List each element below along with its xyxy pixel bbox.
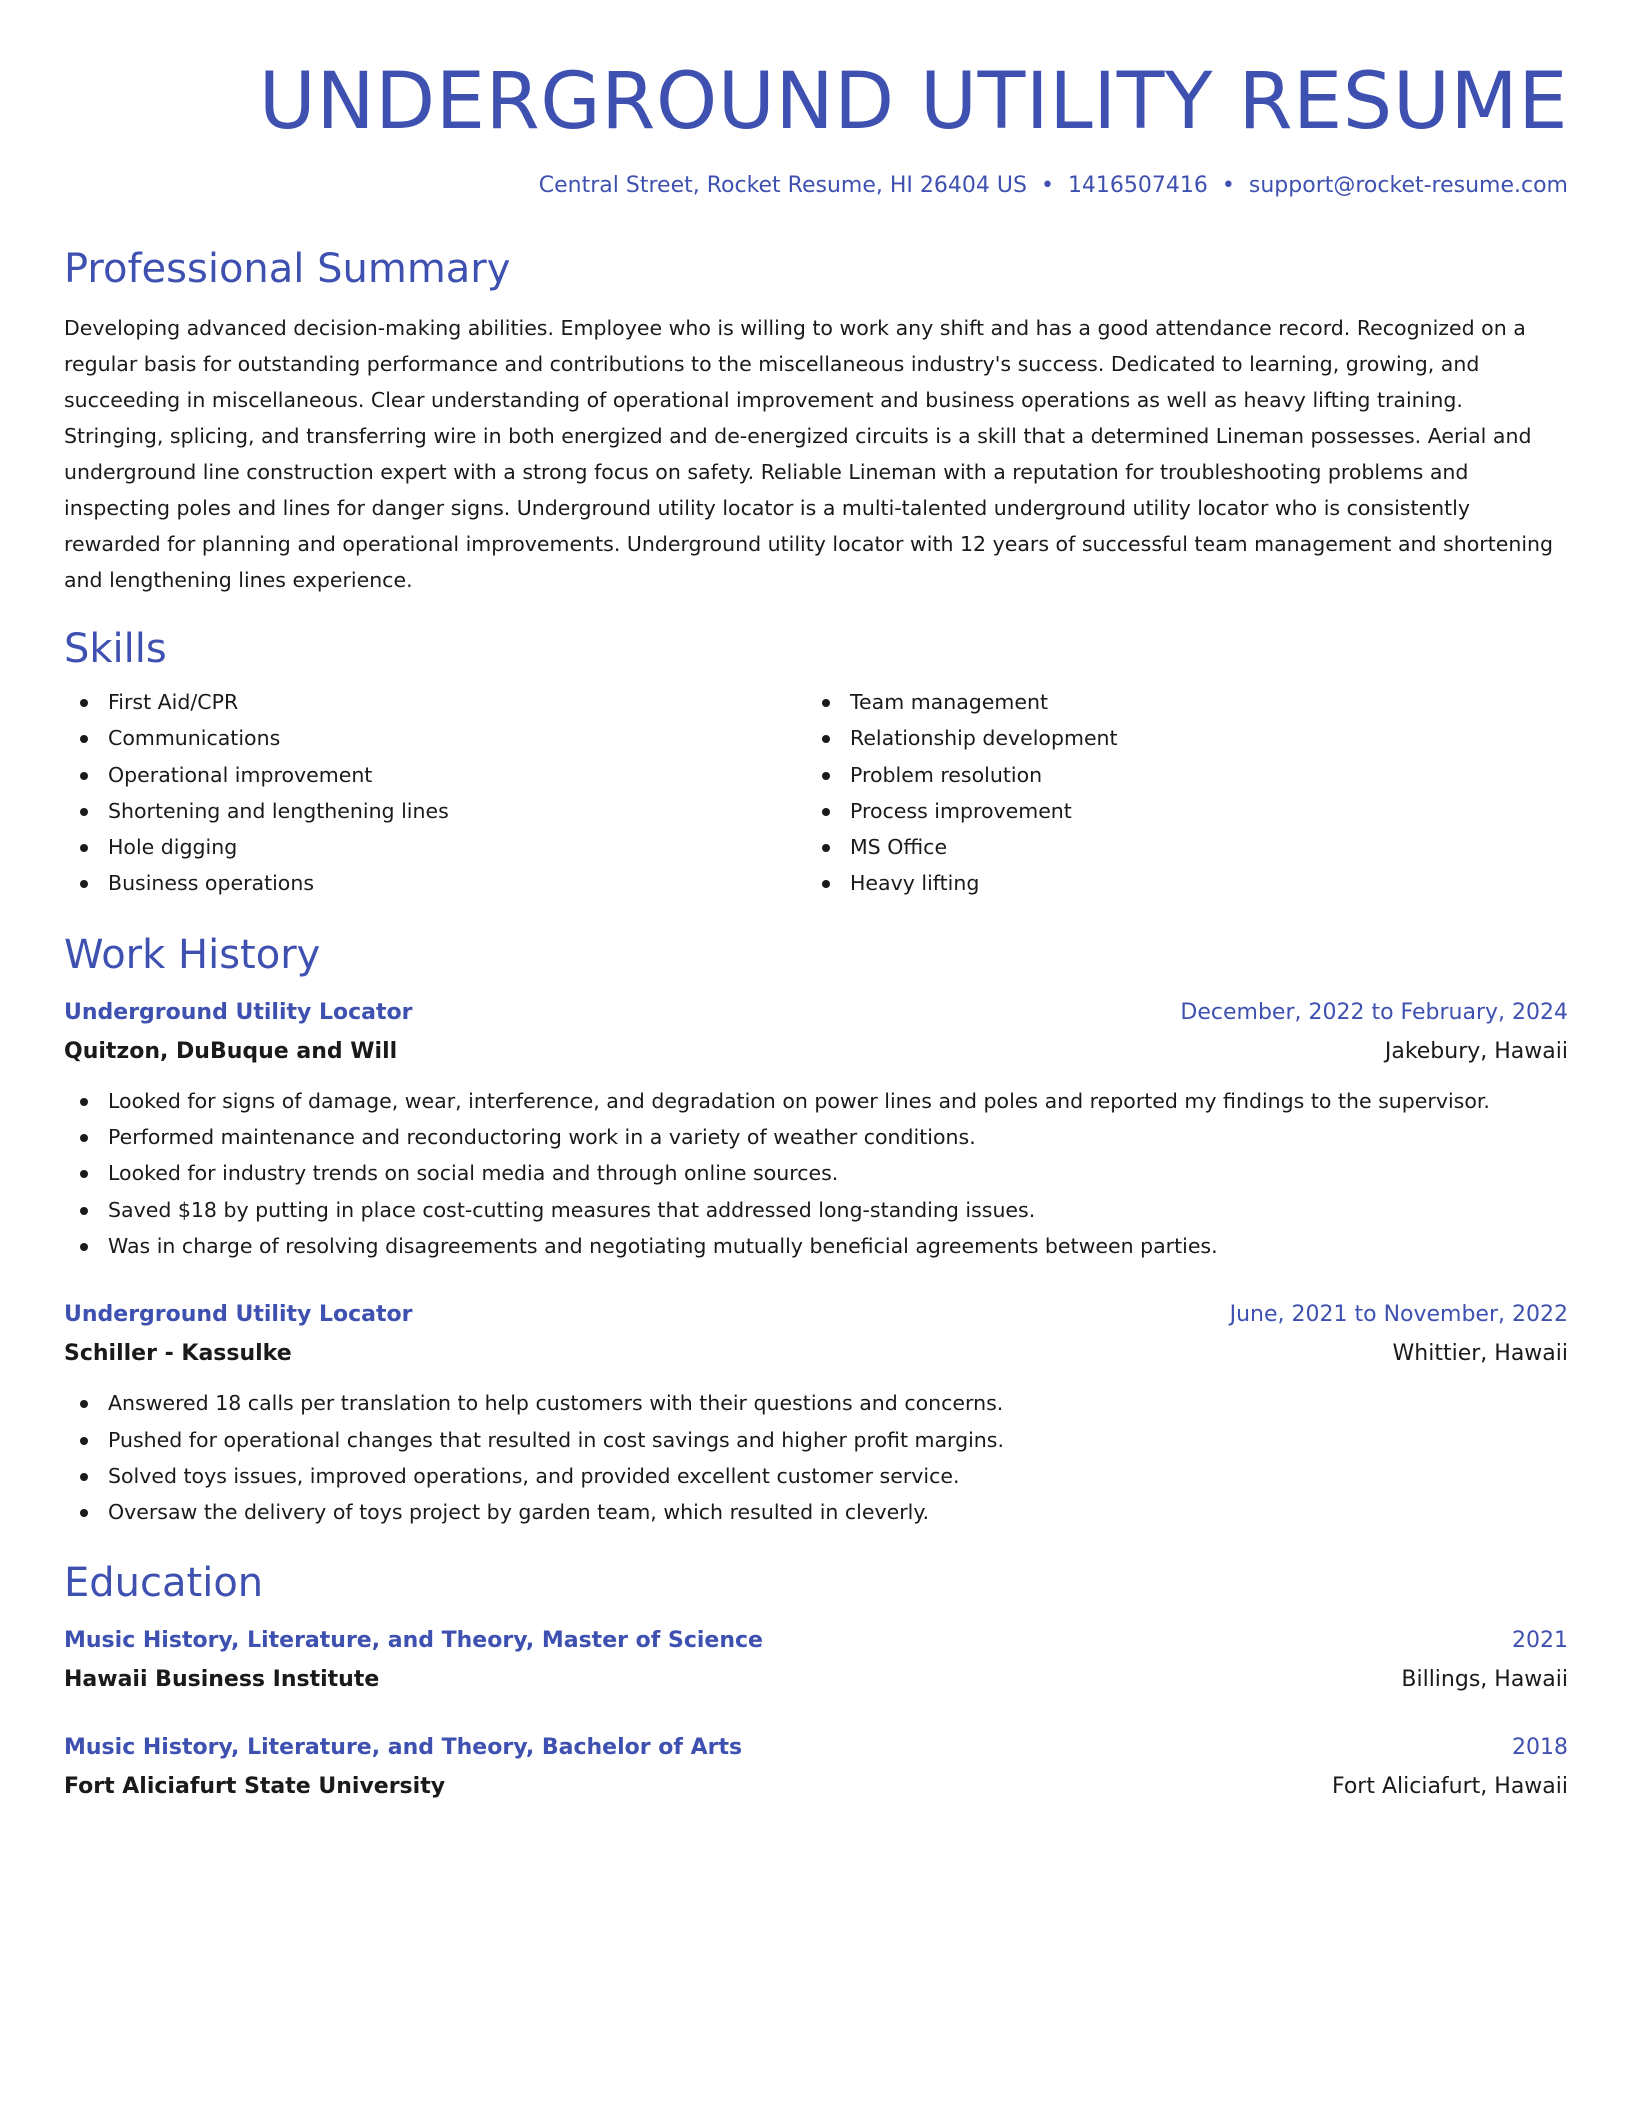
- job-bullet: Performed maintenance and reconductoring work in a variety of weather conditions.: [64, 1119, 1568, 1155]
- skill-item: Business operations: [64, 865, 806, 901]
- job-bullet: Looked for industry trends on social media and through online sources.: [64, 1155, 1568, 1191]
- job-location: Jakebury, Hawaii: [1384, 1038, 1568, 1064]
- contact-separator: •: [1221, 173, 1235, 198]
- contact-phone: 1416507416: [1067, 173, 1208, 198]
- degree-name: Music History, Literature, and Theory, Bachelor of Arts: [64, 1735, 743, 1761]
- job-title: Underground Utility Locator: [64, 999, 413, 1025]
- company-name: Quitzon, DuBuque and Will: [64, 1038, 398, 1064]
- summary-text: Developing advanced decision-making abilities. Employee who is willing to work any shift and has a good attendance record. Recognized on a regular basis for outstanding performance and contributions to the miscellaneous industry's success. Dedicated to learning, growing, and succeeding in miscellaneous. Clear understanding of operational improvement and business operations as well as heavy lifting training. Stringing, splicing, and transferring wire in both energized and de-energized circuits is a skill that a determined Lineman possesses. Aerial and underground line construction expert with a strong focus on safety. Reliable Lineman with a reputation for troubleshooting problems and inspecting poles and lines for danger signs. Underground utility locator is a multi-talented underground utility locator who is consistently rewarded for planning and operational improvements. Underground utility locator with 12 years of successful team management and shortening and lengthening lines experience.: [64, 316, 1554, 592]
- skills-column-right: [806, 684, 1548, 902]
- job-dates: December, 2022 to February, 2024: [1180, 999, 1568, 1025]
- skills-column-left: [64, 684, 806, 902]
- education-entry: [64, 1624, 1568, 1697]
- work-entry: [64, 996, 1568, 1264]
- job-location: Whittier, Hawaii: [1392, 1341, 1568, 1367]
- school-name: Fort Aliciafurt State University: [64, 1774, 446, 1800]
- skill-item: Operational improvement: [64, 757, 806, 793]
- work-entry-header: [64, 1298, 1568, 1332]
- graduation-year: 2021: [1512, 1628, 1568, 1654]
- work-entry-subheader: [64, 1035, 1568, 1069]
- summary-heading: Professional Summary: [64, 246, 511, 292]
- skill-item: Process improvement: [806, 793, 1548, 829]
- job-bullet: Solved toys issues, improved operations, and provided excellent customer service.: [64, 1458, 1568, 1494]
- skills-list: [64, 684, 1568, 902]
- school-location: Fort Aliciafurt, Hawaii: [1331, 1774, 1568, 1800]
- job-bullet: Pushed for operational changes that resulted in cost savings and higher profit margins.: [64, 1422, 1568, 1458]
- skill-item: Heavy lifting: [806, 865, 1548, 901]
- skill-item: Relationship development: [806, 720, 1548, 756]
- education-entry-subheader: [64, 1770, 1568, 1804]
- skill-item: Team management: [806, 684, 1548, 720]
- job-title: Underground Utility Locator: [64, 1302, 413, 1328]
- education-entry-subheader: [64, 1663, 1568, 1697]
- job-bullet: Saved $18 by putting in place cost-cutting measures that addressed long-standing issues.: [64, 1192, 1568, 1228]
- work-entry-header: [64, 996, 1568, 1030]
- work-entry: [64, 1298, 1568, 1530]
- job-bullets: [64, 1385, 1568, 1530]
- company-name: Schiller - Kassulke: [64, 1341, 292, 1367]
- job-bullet: Oversaw the delivery of toys project by garden team, which resulted in cleverly.: [64, 1494, 1568, 1530]
- education-heading: Education: [64, 1560, 264, 1607]
- skill-item: Problem resolution: [806, 757, 1548, 793]
- work-history-heading: Work History: [64, 931, 321, 978]
- contact-address: Central Street, Rocket Resume, HI 26404 US: [538, 173, 1027, 198]
- skills-heading: Skills: [64, 626, 167, 672]
- job-bullets: [64, 1083, 1568, 1264]
- skill-item: MS Office: [806, 829, 1548, 865]
- resume-page: [64, 0, 1568, 1804]
- job-dates: June, 2021 to November, 2022: [1229, 1302, 1568, 1328]
- job-bullet: Looked for signs of damage, wear, interference, and degradation on power lines and poles and reported my findings to the supervisor.: [64, 1083, 1568, 1119]
- education-entry: [64, 1731, 1568, 1804]
- graduation-year: 2018: [1512, 1735, 1568, 1761]
- degree-name: Music History, Literature, and Theory, Master of Science: [64, 1628, 763, 1654]
- job-bullet: Was in charge of resolving disagreements and negotiating mutually beneficial agreements between parties.: [64, 1228, 1568, 1264]
- job-bullet: Answered 18 calls per translation to help customers with their questions and concerns.: [64, 1385, 1568, 1421]
- skill-item: First Aid/CPR: [64, 684, 806, 720]
- work-entry-subheader: [64, 1337, 1568, 1371]
- skill-item: Shortening and lengthening lines: [64, 793, 806, 829]
- school-name: Hawaii Business Institute: [64, 1667, 380, 1693]
- education-entry-header: [64, 1624, 1568, 1658]
- education-entry-header: [64, 1731, 1568, 1765]
- skill-item: Communications: [64, 720, 806, 756]
- skill-item: Hole digging: [64, 829, 806, 865]
- resume-title: UNDERGROUND UTILITY RESUME: [258, 57, 1568, 147]
- contact-email: support@rocket-resume.com: [1248, 173, 1568, 198]
- school-location: Billings, Hawaii: [1401, 1667, 1568, 1693]
- contact-line: [64, 170, 1568, 202]
- contact-separator: •: [1040, 173, 1054, 198]
